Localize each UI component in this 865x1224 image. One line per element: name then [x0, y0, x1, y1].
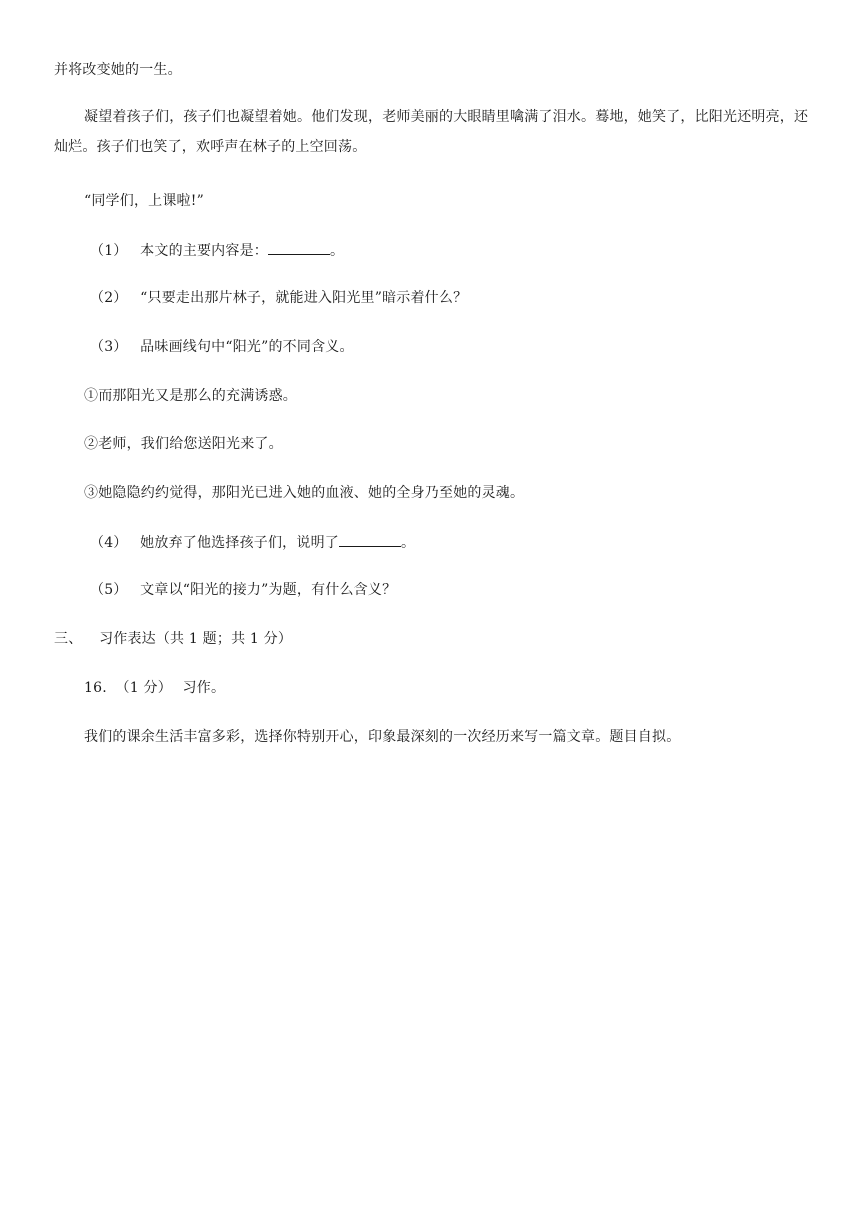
question-4-answer-blank[interactable]: [339, 532, 401, 547]
question-1: [90, 240, 344, 261]
question-2: [90, 288, 467, 308]
question-4-number: （4）: [90, 535, 128, 551]
section-3-heading: [54, 629, 292, 649]
section-3-title: 习作表达（共 1 题；共 1 分）: [99, 631, 293, 647]
question-1-end: 。: [329, 243, 345, 259]
question-2-number: （2）: [90, 290, 128, 306]
passage-paragraph-gaze: 凝望着孩子们，孩子们也凝望着她。他们发现，老师美丽的大眼睛里噙满了泪水。蓦地，她笑了，比阳光还明亮，还灿烂。孩子们也笑了，欢呼声在林子的上空回荡。: [54, 109, 809, 155]
question-16-prompt: 我们的课余生活丰富多彩，选择你特别开心，印象最深刻的一次经历来写一篇文章。题目自拟。: [84, 729, 681, 745]
question-5-number: （5）: [90, 582, 128, 598]
question-16-title: 习作。: [182, 680, 226, 696]
question-4-end: 。: [400, 535, 416, 551]
question-16-number: 16.: [84, 680, 107, 696]
question-1-number: （1）: [90, 243, 128, 259]
question-4: [90, 532, 415, 553]
section-3-number: 三、: [54, 631, 83, 647]
question-3-item-3: ③她隐隐约约觉得，那阳光已进入她的血液、她的全身乃至她的灵魂。: [84, 485, 525, 501]
passage-continuation: 并将改变她的一生。: [54, 62, 182, 78]
question-3-text: 品味画线句中“阳光”的不同含义。: [140, 339, 354, 355]
question-4-text: 她放弃了他选择孩子们，说明了: [140, 535, 339, 551]
question-16-score: （1 分）: [115, 680, 172, 696]
question-2-text: “只要走出那片林子，就能进入阳光里”暗示着什么？: [140, 290, 468, 306]
question-3: [90, 337, 354, 357]
question-16: [84, 678, 225, 698]
question-3-item-1: ①而那阳光又是那么的充满诱惑。: [84, 388, 297, 404]
question-5-text: 文章以“阳光的接力”为题，有什么含义？: [140, 582, 397, 598]
question-3-number: （3）: [90, 339, 128, 355]
question-1-text: 本文的主要内容是：: [140, 243, 268, 259]
passage-quote-class: “同学们，上课啦!”: [84, 193, 204, 209]
question-1-answer-blank[interactable]: [268, 240, 330, 255]
question-5: [90, 580, 396, 600]
question-3-item-2: ②老师，我们给您送阳光来了。: [84, 436, 283, 452]
